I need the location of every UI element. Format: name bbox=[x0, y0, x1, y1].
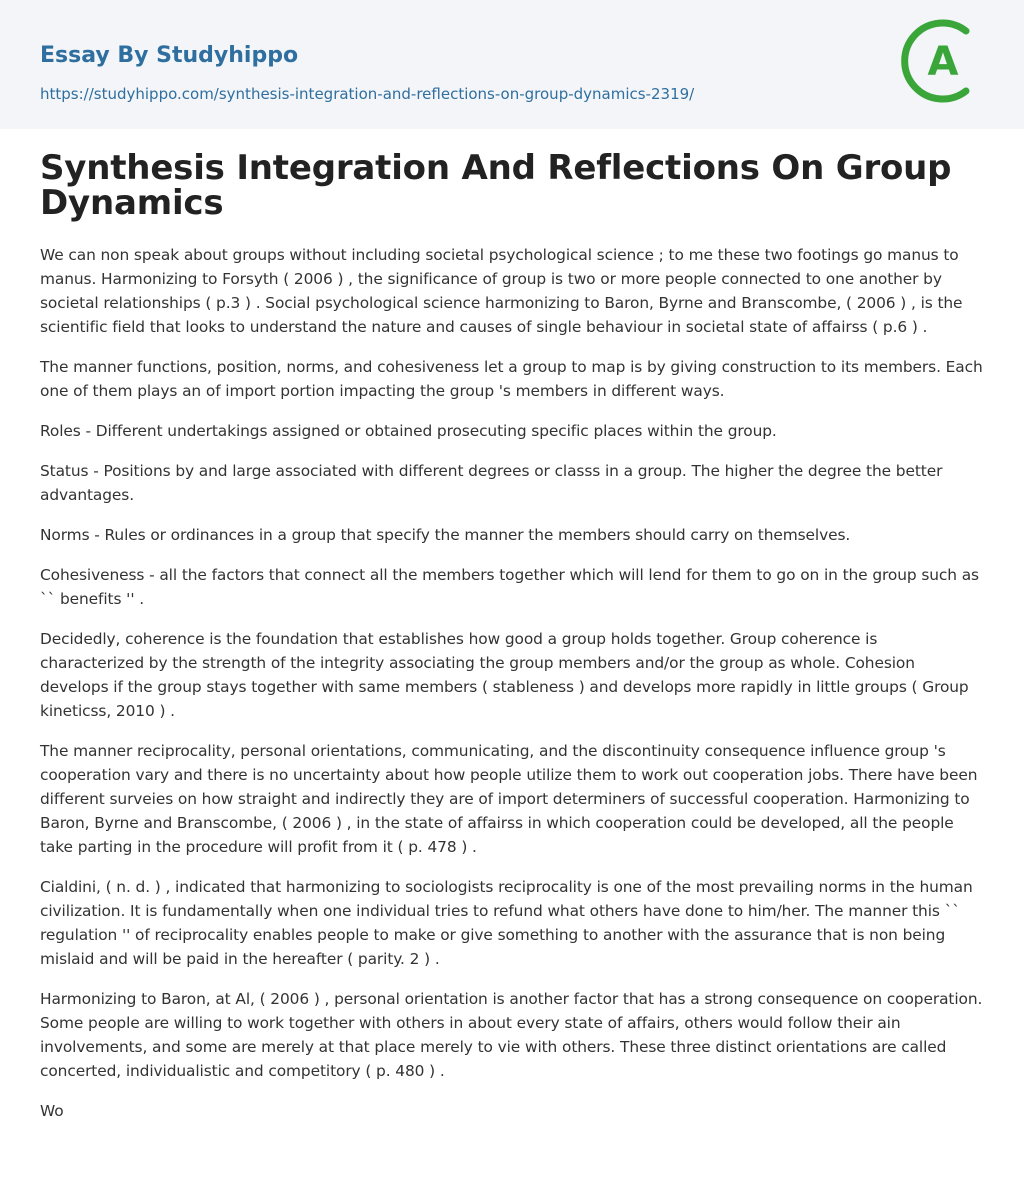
article bbox=[0, 148, 1024, 1123]
paragraph: The manner reciprocality, personal orientations, communicating, and the discontinuity consequence influence group 's cooperation vary and there is no uncertainty about how people utilize them to work out cooperation jobs. There have been different surveies on how straight and indirectly they are of import determiners of successful cooperation. Harmonizing to Baron, Byrne and Branscombe, ( 2006 ) , in the state of affairss in which cooperation could be developed, all the people take parting in the procedure will profit from it ( p. 478 ) . bbox=[40, 742, 978, 856]
paragraph: Roles - Different undertakings assigned or obtained prosecuting specific places within the group. bbox=[40, 422, 777, 440]
paragraph: Norms - Rules or ordinances in a group that specify the manner the members should carry on themselves. bbox=[40, 526, 851, 544]
logo-letter: A bbox=[927, 39, 959, 85]
paragraph: We can non speak about groups without including societal psychological science ; to me these two footings go manus to manus. Harmonizing to Forsyth ( 2006 ) , the significance of group is two or more people connected to one another by societal relationships ( p.3 ) . Social psychological science harmonizing to Baron, Byrne and Branscombe, ( 2006 ) , is the scientific field that looks to understand the nature and causes of single behaviour in societal state of affairss ( p.6 ) . bbox=[40, 246, 963, 336]
paragraph: Harmonizing to Baron, at Al, ( 2006 ) , personal orientation is another factor that has a strong consequence on cooperation. Some people are willing to work together with others in about every state of affairs, others would follow their ain involvements, and some are merely at that place merely to vie with others. These three distinct orientations are called concerted, individualistic and competitory ( p. 480 ) . bbox=[40, 990, 983, 1080]
page-title: Synthesis Integration And Reflections On Group Dynamics bbox=[40, 148, 952, 223]
studyhippo-logo-icon[interactable] bbox=[900, 18, 986, 104]
paragraph: The manner functions, position, norms, and cohesiveness let a group to map is by giving construction to its members. Each one of them plays an of import portion impacting the group 's members in different ways. bbox=[40, 358, 983, 400]
paragraph: Cohesiveness - all the factors that connect all the members together which will lend for them to go on in the group such as `` benefits '' . bbox=[40, 566, 979, 608]
paragraph: Cialdini, ( n. d. ) , indicated that harmonizing to sociologists reciprocality is one of the most prevailing norms in the human civilization. It is fundamentally when one individual tries to refund what others have done to him/her. The manner this `` regulation '' of reciprocality enables people to make or give something to another with the assurance that is non being mislaid and will be paid in the hereafter ( parity. 2 ) . bbox=[40, 878, 973, 968]
brand-title: Essay By Studyhippo bbox=[40, 43, 299, 68]
essay-url-link[interactable]: https://studyhippo.com/synthesis-integration-and-reflections-on-group-dynamics-2319/ bbox=[40, 85, 695, 103]
site-header bbox=[0, 0, 1024, 129]
paragraph: Wo bbox=[40, 1102, 64, 1120]
paragraph: Decidedly, coherence is the foundation that establishes how good a group holds together. Group coherence is characterized by the strength of the integrity associating the group members and/or the group as whole. Cohesion develops if the group stays together with same members ( stableness ) and develops more rapidly in little groups ( Group kineticss, 2010 ) . bbox=[40, 630, 969, 720]
paragraph: Status - Positions by and large associated with different degrees or classs in a group. The higher the degree the better advantages. bbox=[40, 462, 943, 504]
